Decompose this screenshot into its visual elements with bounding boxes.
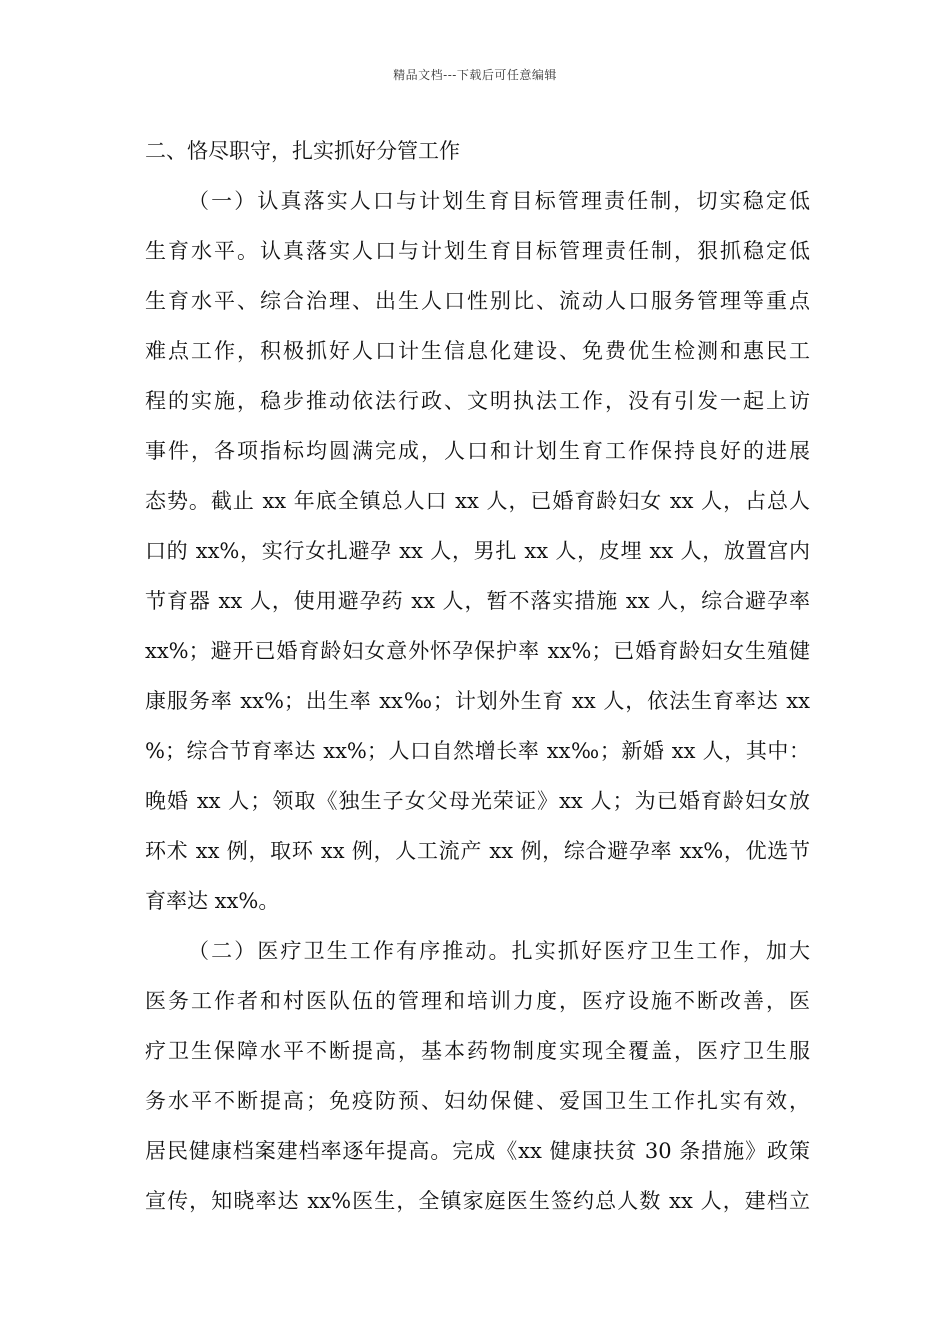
page-header: 精品文档---下载后可任意编辑 (393, 68, 557, 82)
paragraph-2-line: （二）医疗卫生工作有序推动。扎实抓好医疗卫生工作，加大 (188, 939, 810, 963)
paragraph-1-line: xx%；避开已婚育龄妇女意外怀孕保护率 xx%；已婚育龄妇女生殖健 (145, 639, 810, 663)
paragraph-1-line: 育率达 xx%。 (145, 889, 280, 913)
paragraph-2-line: 医务工作者和村医队伍的管理和培训力度，医疗设施不断改善，医 (145, 989, 810, 1013)
paragraph-1-line: 节育器 xx 人，使用避孕药 xx 人，暂不落实措施 xx 人，综合避孕率 (145, 589, 810, 613)
paragraph-2-line: 居民健康档案建档率逐年提高。完成《xx 健康扶贫 30 条措施》政策 (145, 1139, 810, 1163)
paragraph-1-line: （一）认真落实人口与计划生育目标管理责任制，切实稳定低 (188, 189, 810, 213)
paragraph-2-line: 疗卫生保障水平不断提高，基本药物制度实现全覆盖，医疗卫生服 (145, 1039, 810, 1063)
paragraph-2-line: 务水平不断提高；免疫防预、妇幼保健、爱国卫生工作扎实有效， (145, 1089, 810, 1113)
paragraph-1-line: 事件，各项指标均圆满完成，人口和计划生育工作保持良好的进展 (145, 439, 810, 463)
paragraph-2-line: 宣传，知晓率达 xx%医生，全镇家庭医生签约总人数 xx 人，建档立 (145, 1189, 810, 1213)
paragraph-1-line: 难点工作，积极抓好人口计生信息化建设、免费优生检测和惠民工 (145, 339, 810, 363)
paragraph-1-line: %；综合节育率达 xx%；人口自然增长率 xx‰；新婚 xx 人，其中： (145, 739, 810, 763)
paragraph-1-line: 程的实施，稳步推动依法行政、文明执法工作，没有引发一起上访 (145, 389, 810, 413)
paragraph-1-line: 康服务率 xx%；出生率 xx‰；计划外生育 xx 人，依法生育率达 xx (145, 689, 810, 713)
section-heading: 二、恪尽职守，扎实抓好分管工作 (145, 139, 460, 163)
paragraph-1-line: 口的 xx%，实行女扎避孕 xx 人，男扎 xx 人，皮埋 xx 人，放置宫内 (145, 539, 810, 563)
paragraph-1-line: 晚婚 xx 人；领取《独生子女父母光荣证》xx 人；为已婚育龄妇女放 (145, 789, 810, 813)
paragraph-1-line: 态势。截止 xx 年底全镇总人口 xx 人，已婚育龄妇女 xx 人，占总人 (145, 489, 810, 513)
paragraph-1-line: 环术 xx 例，取环 xx 例，人工流产 xx 例，综合避孕率 xx%，优选节 (145, 839, 810, 863)
paragraph-1-line: 生育水平。认真落实人口与计划生育目标管理责任制，狠抓稳定低 (145, 239, 810, 263)
paragraph-1-line: 生育水平、综合治理、出生人口性别比、流动人口服务管理等重点 (145, 289, 810, 313)
